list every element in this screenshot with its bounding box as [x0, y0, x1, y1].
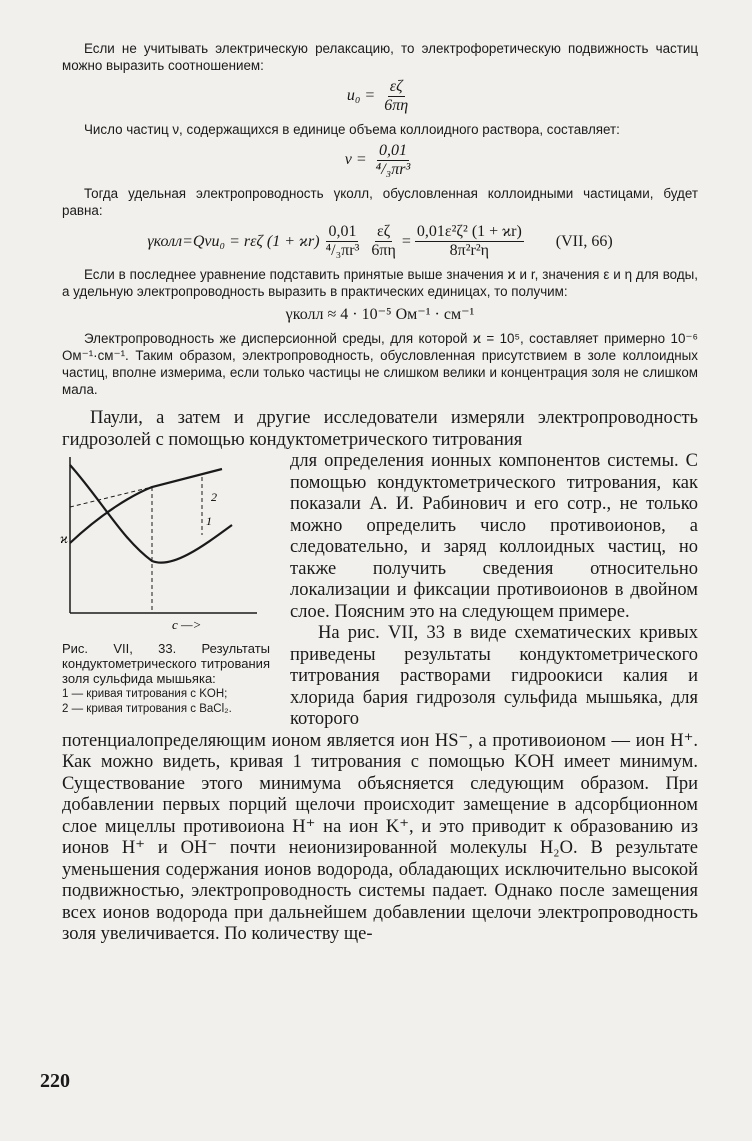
eq3-equals: =	[401, 232, 411, 250]
eq2-num: 0,01	[378, 142, 407, 159]
paragraph-particle-count: Число частиц ν, содержащихся в единице объема коллоидного раствора, составляет:	[84, 122, 620, 137]
paragraph-substitution: Если в последнее уравнение подставить принятые выше значения ϰ и r, значения ε и η для воды, а удельную электропроводность выразить в практических единицах, то получим:	[62, 267, 698, 299]
eq2-fraction	[374, 142, 413, 179]
eq2-lhs: ν =	[344, 151, 367, 169]
legend-1: 1 — кривая титрования с KOH;	[62, 688, 228, 700]
eq1-lhs: u₀ =	[346, 87, 376, 105]
paragraph-relaxation: Если не учитывать электрическую релаксацию, то электрофоретическую подвижность частиц можно выразить соотношением:	[62, 41, 698, 73]
eq3-fraction-2	[369, 223, 397, 260]
paragraph-side-1: для определения ионных компонентов системы. С помощью кондуктометрического титрования, как показали А. И. Рабинович и его сотр., не только можно определить число противоионов, а следовательно, и заряд коллоидных частиц, но также получить сведения относительно локализации и фиксации противоионов в двойном слое. Поясним это на следующем примере.	[290, 451, 698, 622]
eq1-num: εζ	[389, 78, 403, 95]
eq3-f1-num: 0,01	[328, 223, 357, 240]
eq1-fraction	[382, 78, 410, 115]
side-text	[290, 451, 698, 731]
x-axis-label: c —>	[172, 617, 202, 632]
curve-label-1: 1	[206, 514, 212, 528]
eq3-lhs: γколл=Qνu₀ = rεζ (1 + ϰr)	[147, 232, 320, 250]
eq2-den: ⁴/₃πr³	[375, 161, 411, 178]
eq3-f2-den: 6πη	[371, 242, 396, 259]
eq3-fraction-1	[324, 223, 362, 260]
titration-plot	[62, 451, 270, 633]
equation-particle-count	[62, 142, 698, 179]
equation-result: γколл ≈ 4 · 10⁻⁵ Ом⁻¹ · см⁻¹	[285, 306, 475, 323]
page-number: 220	[40, 1070, 70, 1092]
paragraph-explanation: потенциалопределяющим ионом является ион HS⁻, а противоионом — ион H⁺. Как можно видеть, кривая 1 титрования с помощью KOH имеет минимум. Существование этого минимума объясняется следующим образом. При добавлении первых порций щелочи происходит замещение в адсорбционном слое мицеллы противоиона H⁺ на ион K⁺, и это приводит к образованию из ионов H⁺ и OH⁻ почти неионизированной молекулы H₂O. В результате уменьшения содержания ионов водорода, обладающих исключительно высокой подвижностью, электропроводность системы падает. Однако после замещения всех ионов водорода при дальнейшем добавлении щелочи электропроводность золя увеличивается. По количеству ще-	[62, 730, 698, 944]
eq3-f1-den: ⁴/₃πr³	[325, 242, 360, 259]
equation-vii-66	[62, 223, 698, 260]
paragraph-conductivity: Тогда удельная электропроводность γколл, обусловленная коллоидными частицами, будет равна:	[62, 186, 698, 218]
curve-2	[70, 469, 222, 543]
equation-tag: (VII, 66)	[555, 232, 613, 250]
legend-2: 2 — кривая титрования с BaCl₂.	[62, 703, 232, 715]
paragraph-intro: Паули, а затем и другие исследователи измеряли электропроводность гидрозолей с помощью кондуктометрического титрования	[62, 408, 698, 450]
eq3-f3-num: 0,01ε²ζ² (1 + ϰr)	[416, 223, 522, 240]
figure	[62, 451, 270, 731]
eq3-f2-num: εζ	[376, 223, 391, 240]
y-axis-label-svg: ϰ	[60, 532, 68, 547]
eq3-f3-den: 8π²r²η	[449, 242, 490, 259]
figure-caption: Рис. VII, 33. Результаты кондуктометрического титрования золя сульфида мышьяка:	[62, 641, 270, 686]
eq1-den: 6πη	[384, 97, 409, 114]
eq3-fraction-3	[415, 223, 524, 260]
curve-label-2: 2	[211, 490, 217, 504]
paragraph-medium-conductivity: Электропроводность же дисперсионной среды, для которой ϰ = 10⁵, составляет примерно 10⁻⁶ Ом⁻¹·см⁻¹. Таким образом, электропроводность, обусловленная присутствием в золе коллоидных частиц, вполне измерима, если только частицы не слишком велики и концентрация золя не слишком мала.	[62, 331, 698, 397]
paragraph-side-2: На рис. VII, 33 в виде схематических кривых приведены результаты кондуктометрического титрования растворами гидроокиси калия и хлорида бария гидрозоля сульфида мышьяка, для которого	[290, 623, 698, 729]
equation-mobility	[62, 78, 698, 115]
page	[62, 40, 698, 946]
dashed-line-2	[70, 487, 152, 507]
figure-wrap	[62, 451, 698, 731]
